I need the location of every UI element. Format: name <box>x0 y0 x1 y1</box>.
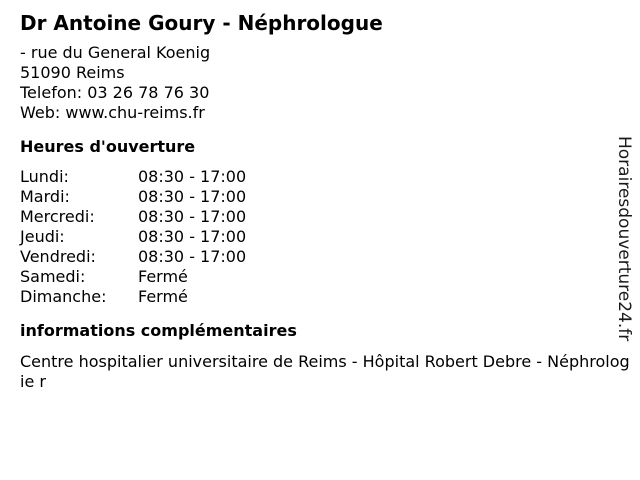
page-title: Dr Antoine Goury - Néphrologue <box>20 11 383 35</box>
watermark-text: Horairesdouverture24.fr <box>614 136 634 342</box>
time-value: Fermé <box>138 267 188 286</box>
phone-number: Telefon: 03 26 78 76 30 <box>20 83 210 102</box>
hours-table <box>20 167 632 307</box>
website-link[interactable]: Web: www.chu-reims.fr <box>20 103 205 122</box>
day-label: Vendredi: <box>20 247 96 266</box>
hours-row-friday <box>20 247 632 267</box>
day-label: Jeudi: <box>20 227 65 246</box>
hours-row-monday <box>20 167 632 187</box>
hours-row-saturday <box>20 267 632 287</box>
address-street: - rue du General Koenig <box>20 43 211 62</box>
hours-row-sunday <box>20 287 632 307</box>
address-city: 51090 Reims <box>20 63 125 82</box>
day-label: Mardi: <box>20 187 70 206</box>
time-value: 08:30 - 17:00 <box>138 247 247 266</box>
day-label: Lundi: <box>20 167 69 186</box>
hours-heading: Heures d'ouverture <box>20 137 196 156</box>
page-content <box>20 10 632 392</box>
hours-row-tuesday <box>20 187 632 207</box>
day-label: Samedi: <box>20 267 86 286</box>
address-block <box>20 43 632 123</box>
site-watermark <box>612 136 636 346</box>
hours-row-thursday <box>20 227 632 247</box>
time-value: 08:30 - 17:00 <box>138 167 247 186</box>
info-text: Centre hospitalier universitaire de Reims - Hôpital Robert Debre - Néphrologie r <box>20 352 630 391</box>
time-value: 08:30 - 17:00 <box>138 207 247 226</box>
day-label: Mercredi: <box>20 207 95 226</box>
time-value: 08:30 - 17:00 <box>138 187 247 206</box>
info-heading: informations complémentaires <box>20 321 297 340</box>
hours-row-wednesday <box>20 207 632 227</box>
day-label: Dimanche: <box>20 287 107 306</box>
time-value: Fermé <box>138 287 188 306</box>
time-value: 08:30 - 17:00 <box>138 227 247 246</box>
